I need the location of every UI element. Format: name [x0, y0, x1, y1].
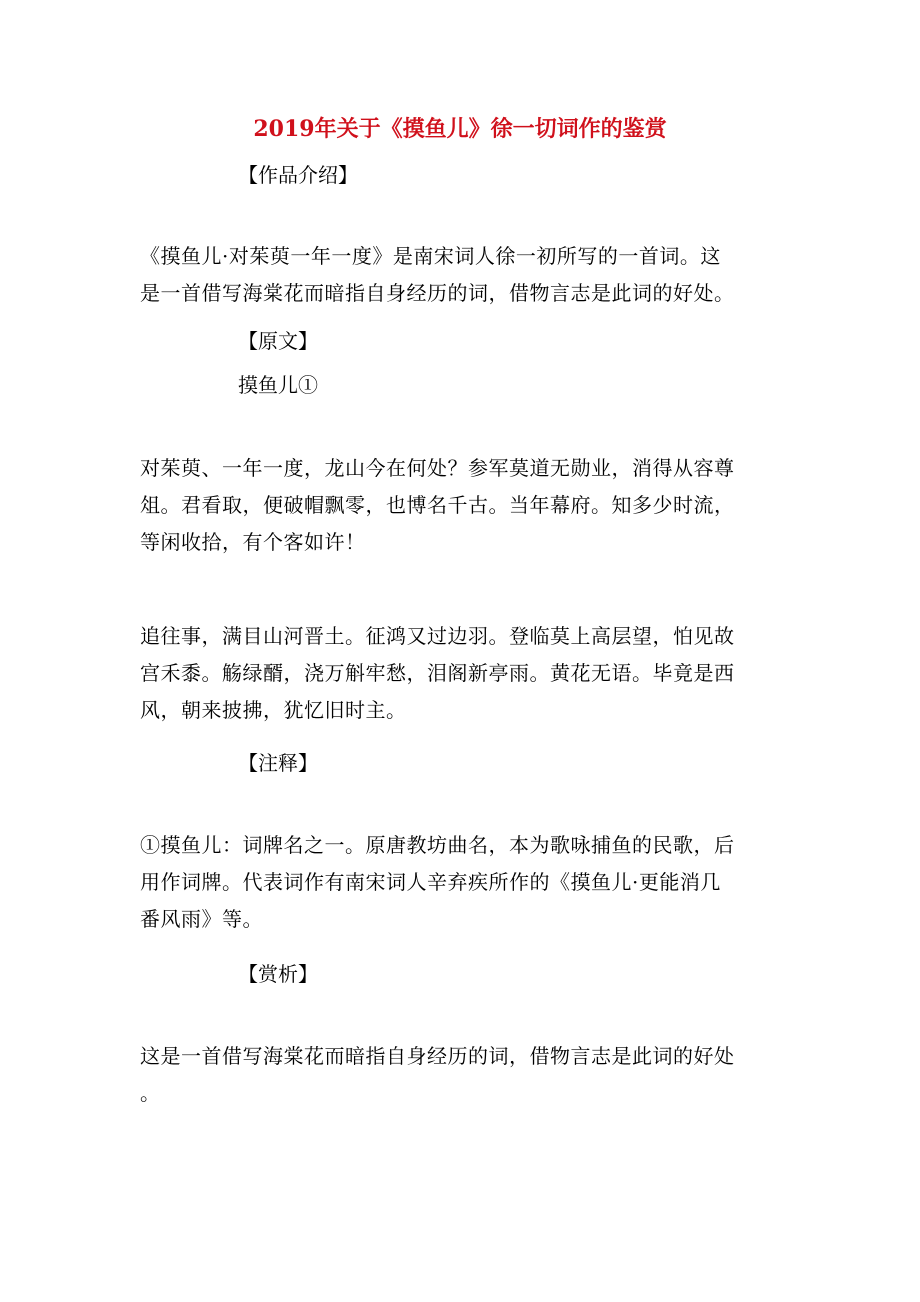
appreciation-line: 这是一首借写海棠花而暗指自身经历的词，借物言志是此词的好处: [140, 1044, 735, 1068]
section-heading-appreciation: 【赏析】: [238, 962, 318, 986]
intro-line: 《摸鱼儿·对茱萸一年一度》是南宋词人徐一初所写的一首词。这: [140, 244, 721, 268]
notes-line: 番风雨》等。: [140, 907, 263, 931]
poem-line: 宫禾黍。觞绿醑，浇万斛牢愁，泪阁新亭雨。黄花无语。毕竟是西: [140, 661, 735, 685]
notes-paragraph: [140, 827, 780, 938]
intro-line: 是一首借写海棠花而暗指自身经历的词，借物言志是此词的好处。: [140, 281, 735, 305]
poem-stanza-2: [140, 618, 780, 729]
appreciation-line: 。: [140, 1081, 161, 1105]
document-title: 2019年关于《摸鱼儿》徐一切词作的鉴赏: [253, 116, 667, 142]
appreciation-paragraph: [140, 1038, 780, 1112]
intro-paragraph: [140, 238, 780, 312]
notes-line: ①摸鱼儿：词牌名之一。原唐教坊曲名，本为歌咏捕鱼的民歌，后: [140, 833, 735, 857]
poem-line: 等闲收拾，有个客如许！: [140, 530, 366, 554]
poem-line: 风，朝来披拂，犹忆旧时主。: [140, 698, 407, 722]
poem-line: 对茱萸、一年一度，龙山今在何处？参军莫道无勋业，消得从容尊: [140, 456, 735, 480]
poem-line: 俎。君看取，便破帽飘零，也博名千古。当年幕府。知多少时流，: [140, 493, 735, 517]
poem-stanza-1: [140, 450, 780, 561]
section-heading-intro: 【作品介绍】: [238, 163, 358, 187]
section-heading-notes: 【注释】: [238, 751, 318, 775]
poem-title: 摸鱼儿①: [238, 373, 318, 397]
section-heading-original: 【原文】: [238, 329, 318, 353]
poem-line: 追往事，满目山河晋土。征鸿又过边羽。登临莫上高层望，怕见故: [140, 624, 735, 648]
notes-line: 用作词牌。代表词作有南宋词人辛弃疾所作的《摸鱼儿·更能消几: [140, 870, 721, 894]
